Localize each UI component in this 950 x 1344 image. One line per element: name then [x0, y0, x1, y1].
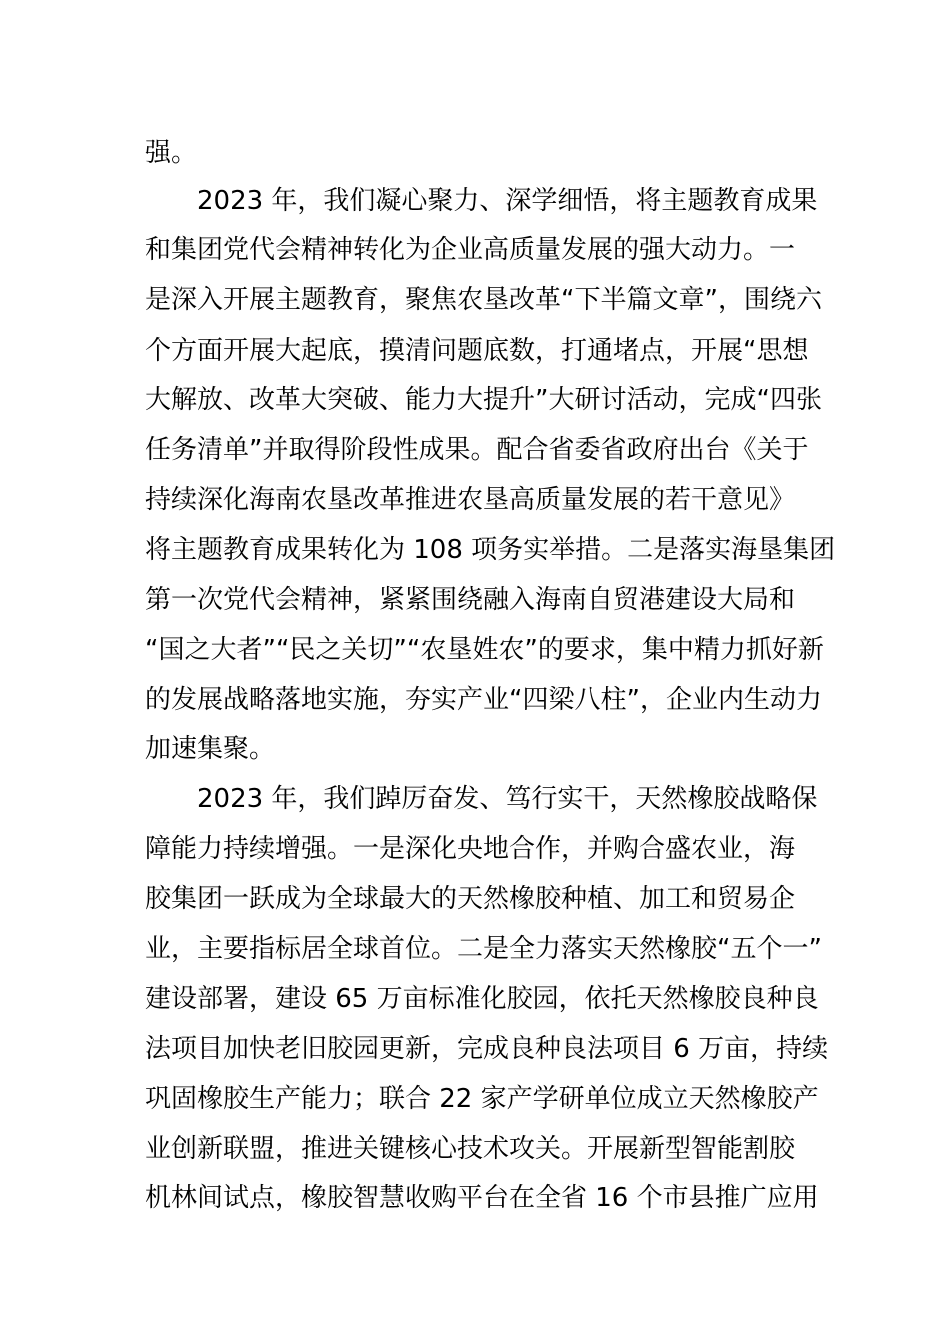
text-line: 持续深化海南农垦改革推进农垦高质量发展的若干意见》	[145, 485, 796, 515]
text-line: 机林间试点，橡胶智慧收购平台在全省 16 个市县推广应用	[145, 1183, 819, 1213]
text-line: “国之大者”“民之关切”“农垦姓农”的要求，集中精力抓好新	[145, 635, 824, 665]
text-line: 是深入开展主题教育，聚焦农垦改革“下半篇文章”，围绕六	[145, 285, 822, 315]
text-line: 和集团党代会精神转化为企业高质量发展的强大动力。一	[145, 235, 796, 265]
text-line: 将主题教育成果转化为 108 项务实举措。二是落实海垦集团	[145, 535, 836, 565]
text-line: 强。	[145, 138, 198, 168]
text-line: 胶集团一跃成为全球最大的天然橡胶种植、加工和贸易企	[145, 884, 796, 914]
text-line: 障能力持续增强。一是深化央地合作，并购合盛农业，海	[145, 834, 796, 864]
text-line: 建设部署，建设 65 万亩标准化胶园，依托天然橡胶良种良	[145, 984, 819, 1014]
text-line: 巩固橡胶生产能力；联合 22 家产学研单位成立天然橡胶产	[145, 1084, 819, 1114]
text-line: 加速集聚。	[145, 734, 276, 764]
text-line: 业，主要指标居全球首位。二是全力落实天然橡胶“五个一”	[145, 934, 822, 964]
text-line: 的发展战略落地实施，夯实产业“四梁八柱”，企业内生动力	[145, 685, 822, 715]
paragraph-first-line: 2023 年，我们凝心聚力、深学细悟，将主题教育成果	[197, 186, 818, 216]
paragraph-first-line: 2023 年，我们踔厉奋发、笃行实干，天然橡胶战略保	[197, 784, 818, 814]
text-line: 个方面开展大起底，摸清问题底数，打通堵点，开展“思想	[145, 336, 809, 366]
text-line: 法项目加快老旧胶园更新，完成良种良法项目 6 万亩，持续	[145, 1034, 829, 1064]
text-line: 第一次党代会精神，紧紧围绕融入海南自贸港建设大局和	[145, 585, 796, 615]
text-line: 大解放、改革大突破、能力大提升”大研讨活动，完成“四张	[145, 385, 822, 415]
text-line: 任务清单”并取得阶段性成果。配合省委省政府出台《关于	[145, 435, 809, 465]
text-line: 业创新联盟，推进关键核心技术攻关。开展新型智能割胶	[145, 1134, 796, 1164]
